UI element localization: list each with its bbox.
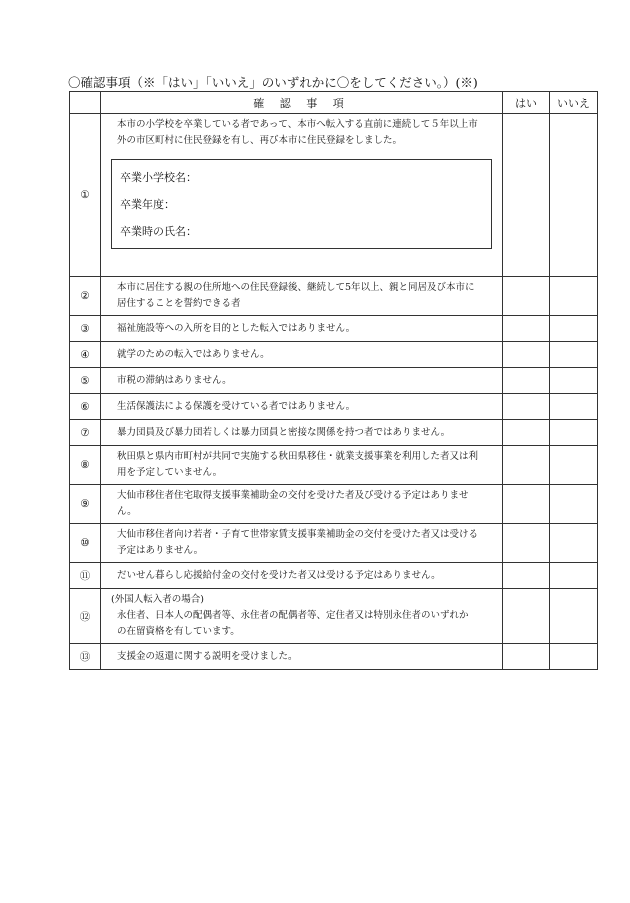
no-cell[interactable] xyxy=(550,316,598,342)
no-cell[interactable] xyxy=(550,563,598,589)
yes-cell[interactable] xyxy=(503,644,550,670)
table-row xyxy=(70,420,598,446)
table-row xyxy=(70,446,598,485)
item-number: ⑬ xyxy=(70,644,101,670)
item-text: 支援金の返還に関する説明を受けました。 xyxy=(101,644,503,670)
table-header-row xyxy=(70,92,598,114)
section-heading: 〇確認事項（※「はい」「いいえ」のいずれかに〇をしてください。）(※) xyxy=(68,75,478,90)
header-item: 確 認 事 項 xyxy=(101,92,503,114)
no-cell[interactable] xyxy=(550,524,598,563)
item-number: ⑤ xyxy=(70,368,101,394)
table-row xyxy=(70,277,598,316)
item-number: ⑥ xyxy=(70,394,101,420)
no-cell[interactable] xyxy=(550,644,598,670)
item-text: 大仙市移住者住宅取得支援事業補助金の交付を受けた者及び受ける予定はありませ ん。 xyxy=(101,485,503,524)
item-text: 市税の滞納はありません。 xyxy=(101,368,503,394)
table-row xyxy=(70,644,598,670)
item-number: ③ xyxy=(70,316,101,342)
yes-cell[interactable] xyxy=(503,277,550,316)
yes-cell[interactable] xyxy=(503,485,550,524)
table-row xyxy=(70,342,598,368)
yes-cell[interactable] xyxy=(503,342,550,368)
header-yes: はい xyxy=(503,92,550,114)
item-text: 生活保護法による保護を受けている者ではありません。 xyxy=(101,394,503,420)
no-cell[interactable] xyxy=(550,277,598,316)
item-number: ⑫ xyxy=(70,589,101,644)
item-number: ⑪ xyxy=(70,563,101,589)
item-number: ④ xyxy=(70,342,101,368)
table-row xyxy=(70,589,598,644)
table-row xyxy=(70,114,598,277)
table-row xyxy=(70,485,598,524)
item-text: 暴力団員及び暴力団若しくは暴力団員と密接な関係を持つ者ではありません。 xyxy=(101,420,503,446)
yes-cell[interactable] xyxy=(503,589,550,644)
no-cell[interactable] xyxy=(550,485,598,524)
table-row xyxy=(70,524,598,563)
item-number: ⑨ xyxy=(70,485,101,524)
item-text: だいせん暮らし応援給付金の交付を受けた者又は受ける予定はありません。 xyxy=(101,563,503,589)
table-row xyxy=(70,394,598,420)
item-number: ⑦ xyxy=(70,420,101,446)
item-text: (外国人転入者の場合) 永住者、日本人の配偶者等、永住者の配偶者等、定住者又は特別永住者のいずれか の在留資格を有しています。 xyxy=(101,589,503,644)
item-text: 秋田県と県内市町村が共同で実施する秋田県移住・就業支援事業を利用した者又は利 用を予定していません。 xyxy=(101,446,503,485)
item-number: ① xyxy=(70,114,101,277)
yes-cell[interactable] xyxy=(503,524,550,563)
item-text: 福祉施設等への入所を目的とした転入ではありません。 xyxy=(101,316,503,342)
table-row xyxy=(70,368,598,394)
no-cell[interactable] xyxy=(550,342,598,368)
no-cell[interactable] xyxy=(550,114,598,277)
yes-cell[interactable] xyxy=(503,420,550,446)
item-text: 本市に居住する親の住所地への住民登録後、継続して5年以上、親と同居及び本市に 居住することを誓約できる者 xyxy=(101,277,503,316)
school-name-field[interactable]: 卒業小学校名： xyxy=(120,171,197,184)
yes-cell[interactable] xyxy=(503,394,550,420)
no-cell[interactable] xyxy=(550,589,598,644)
graduation-year-field[interactable]: 卒業年度： xyxy=(120,198,175,211)
no-cell[interactable] xyxy=(550,368,598,394)
yes-cell[interactable] xyxy=(503,114,550,277)
item-number: ⑧ xyxy=(70,446,101,485)
yes-cell[interactable] xyxy=(503,368,550,394)
graduation-info-box xyxy=(111,159,492,249)
no-cell[interactable] xyxy=(550,420,598,446)
table-row xyxy=(70,563,598,589)
item-number: ⑩ xyxy=(70,524,101,563)
table-row xyxy=(70,316,598,342)
item-text: 大仙市移住者向け若者・子育て世帯家賃支援事業補助金の交付を受けた者又は受ける 予定はありません。 xyxy=(101,524,503,563)
item-number: ② xyxy=(70,277,101,316)
no-cell[interactable] xyxy=(550,446,598,485)
name-at-graduation-field[interactable]: 卒業時の氏名： xyxy=(120,225,197,238)
item-text: 本市の小学校を卒業している者であって、本市へ転入する直前に連続して５年以上市 外の市区町村に住民登録を有し、再び本市に住民登録をしました。 卒業小学校名： 卒業年度： 卒業時の氏名： xyxy=(101,114,503,277)
header-no: いいえ xyxy=(550,92,598,114)
yes-cell[interactable] xyxy=(503,563,550,589)
no-cell[interactable] xyxy=(550,394,598,420)
yes-cell[interactable] xyxy=(503,446,550,485)
confirmation-table xyxy=(69,91,598,670)
yes-cell[interactable] xyxy=(503,316,550,342)
item-text: 就学のための転入ではありません。 xyxy=(101,342,503,368)
